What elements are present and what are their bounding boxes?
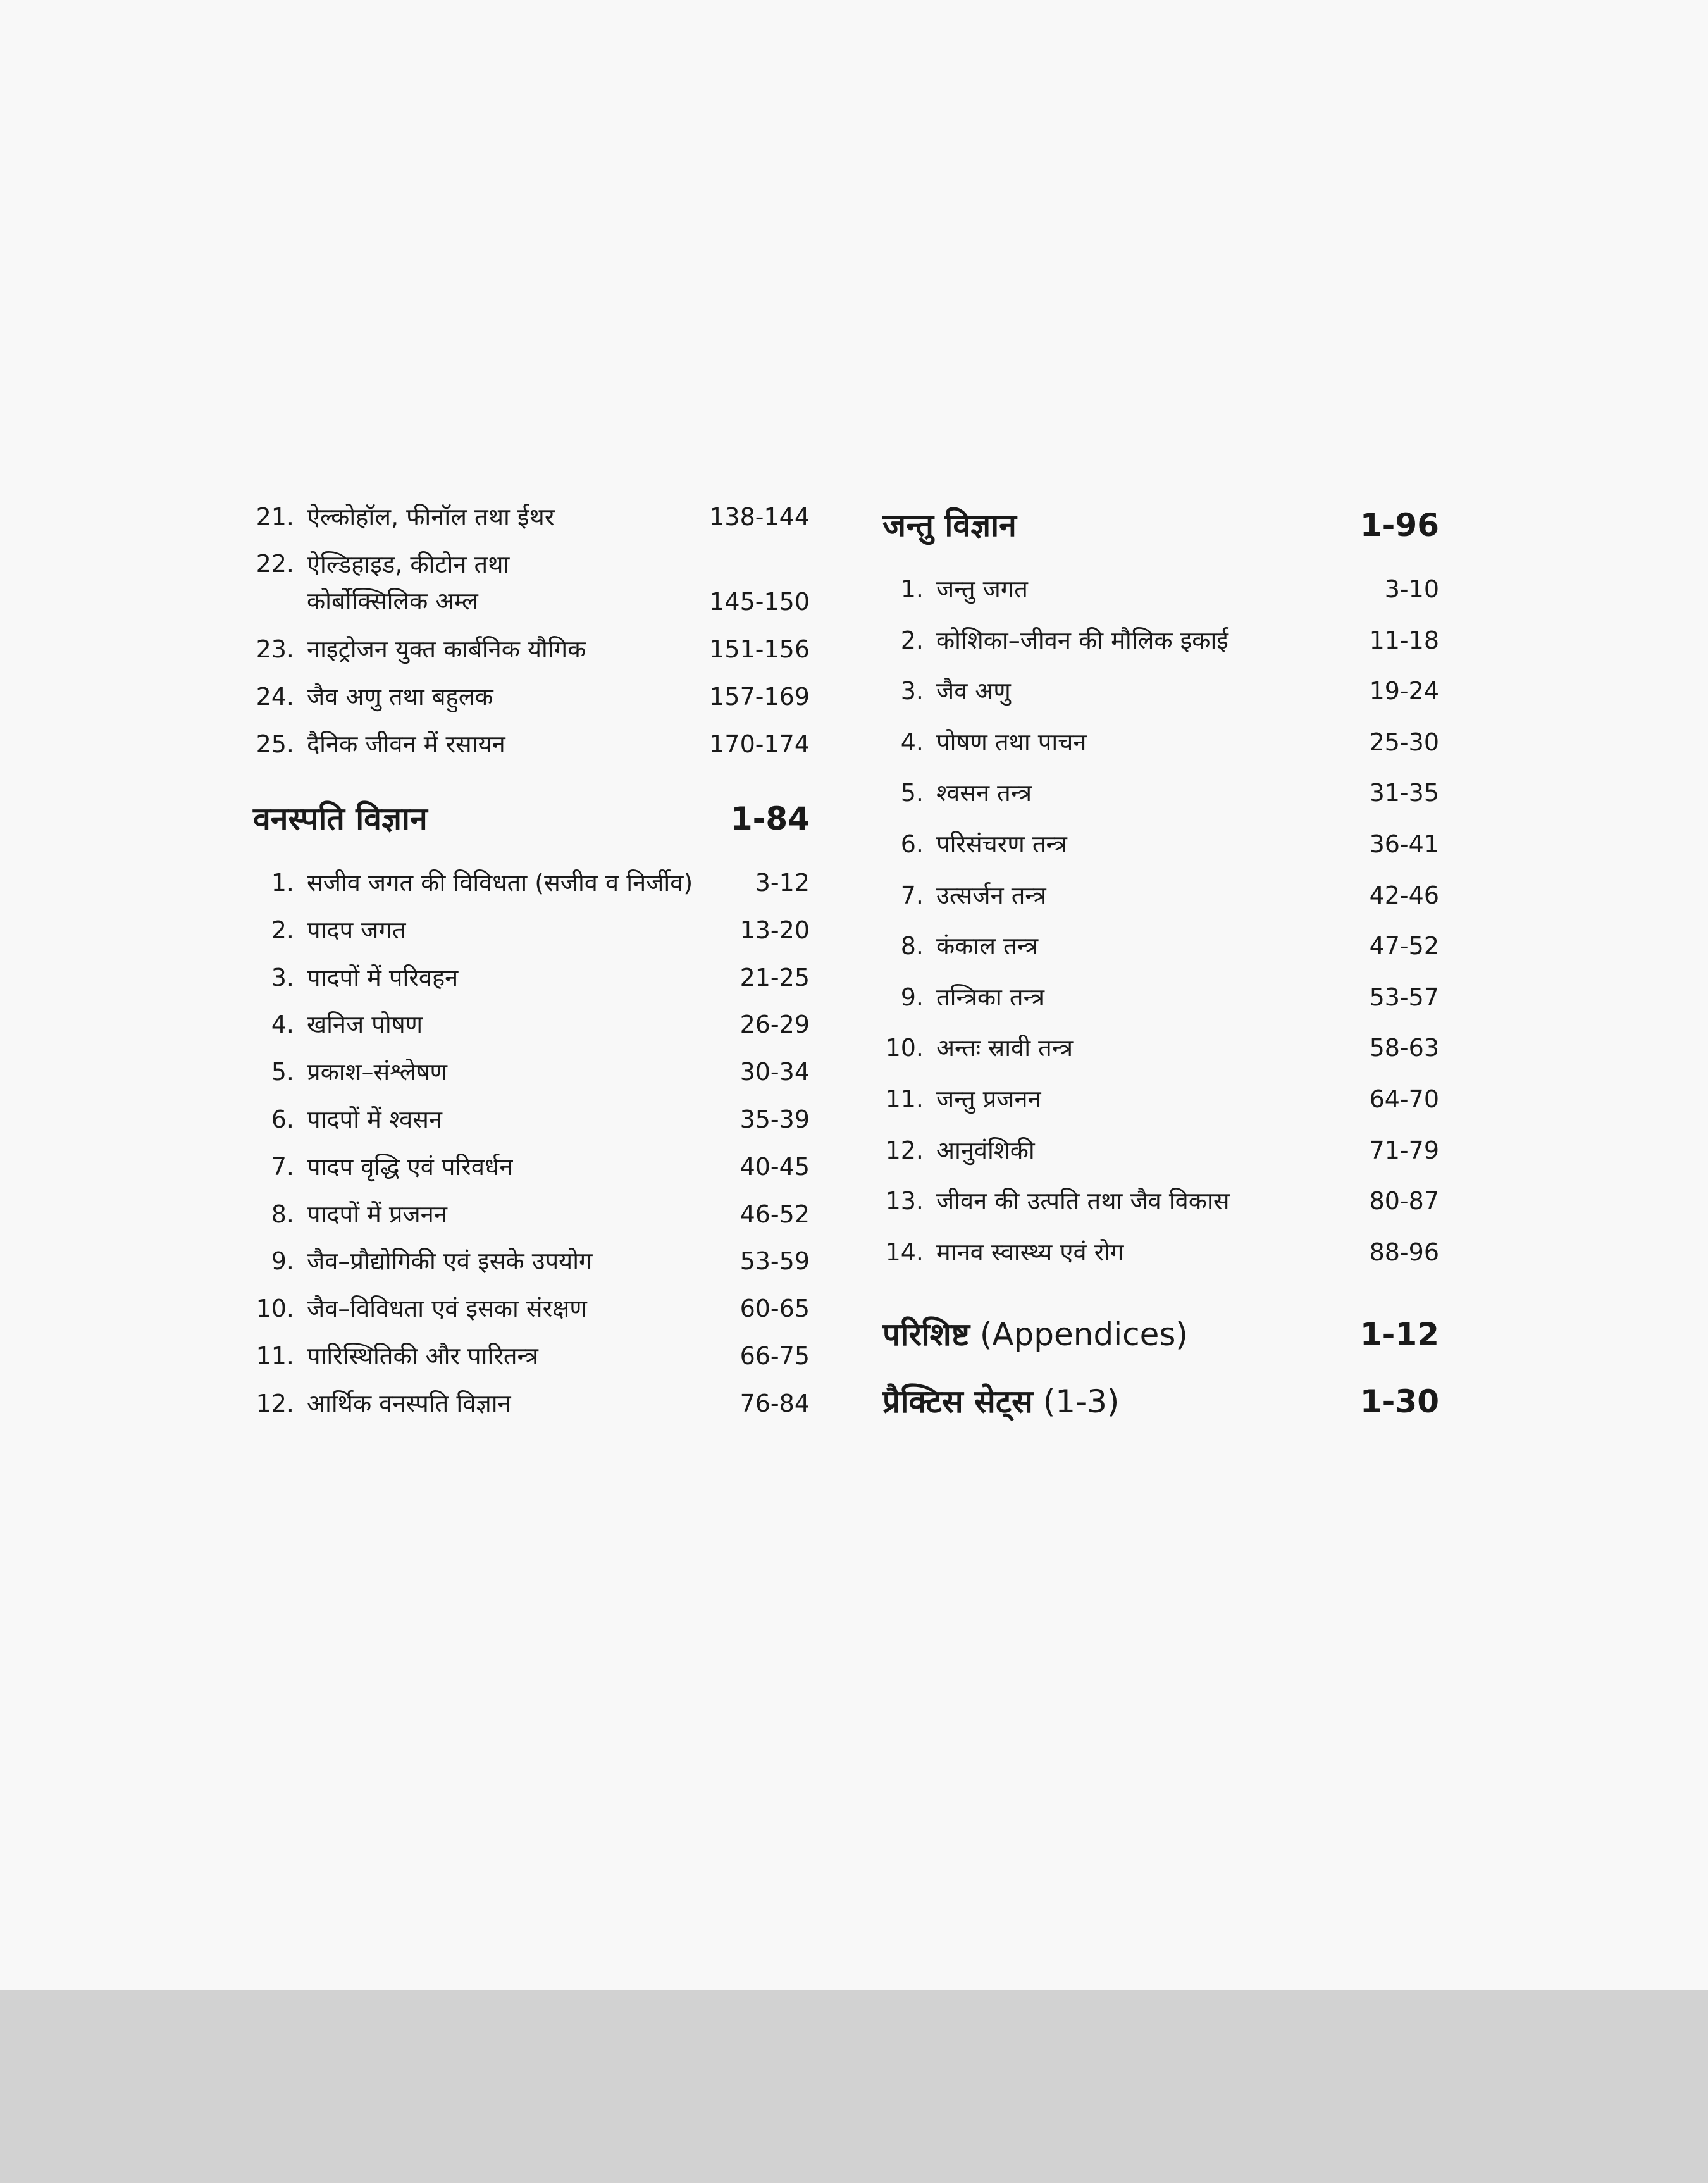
entry-number: 22. <box>256 550 294 578</box>
bottom-gray-band <box>0 1990 1708 2183</box>
entry-pages: 66-75 <box>740 1342 810 1370</box>
entry-title: आर्थिक वनस्पति विज्ञान <box>307 1389 511 1417</box>
entry-number: 12. <box>885 1136 924 1164</box>
entry-title: कंकाल तन्त्र <box>936 932 1039 961</box>
entry-title: पादपों में श्वसन <box>307 1105 442 1133</box>
entry-title: पादप वृद्धि एवं परिवर्धन <box>307 1152 513 1181</box>
entry-title: कोशिका–जीवन की मौलिक इकाई <box>936 626 1228 654</box>
entry-number: 10. <box>256 1295 294 1323</box>
entry-pages: 53-59 <box>740 1247 810 1276</box>
entry-number: 24. <box>256 683 294 711</box>
entry-number: 3. <box>900 677 924 706</box>
practice-sets-title: प्रैक्टिस सेट्स <box>882 1383 1033 1420</box>
entry-title: ऐल्डिहाइड, कीटोन तथा कोर्बोक्सिलिक अम्ल <box>307 550 510 615</box>
toc-entry[interactable] <box>253 546 810 622</box>
entry-number: 11. <box>885 1085 924 1113</box>
entry-number: 10. <box>885 1034 924 1062</box>
entry-pages: 157-169 <box>709 683 810 711</box>
entry-number: 8. <box>900 932 924 961</box>
entry-number: 5. <box>900 779 924 807</box>
entry-pages: 46-52 <box>740 1200 810 1228</box>
entry-number: 9. <box>900 983 924 1011</box>
entry-number: 11. <box>256 1342 294 1370</box>
entry-number: 4. <box>271 1011 294 1039</box>
entry-number: 7. <box>271 1152 294 1181</box>
entry-number: 2. <box>271 916 294 944</box>
entry-pages: 88-96 <box>1369 1238 1439 1266</box>
appendices-suffix: (Appendices) <box>969 1316 1188 1353</box>
entry-pages: 3-10 <box>1384 575 1439 603</box>
entry-pages: 25-30 <box>1369 728 1439 756</box>
section-pages: 1-84 <box>730 800 810 837</box>
entry-title: जन्तु जगत <box>936 575 1028 603</box>
entry-pages: 35-39 <box>740 1105 810 1133</box>
entry-pages: 60-65 <box>740 1295 810 1323</box>
entry-number: 4. <box>900 728 924 756</box>
entry-pages: 53-57 <box>1369 983 1439 1011</box>
section-title <box>882 1379 1119 1424</box>
entry-title: सजीव जगत की विविधता (सजीव व निर्जीव) <box>307 869 693 897</box>
entry-number: 25. <box>256 730 294 758</box>
entry-pages: 36-41 <box>1369 830 1439 858</box>
entry-pages: 170-174 <box>709 730 810 758</box>
entry-pages: 3-12 <box>755 869 810 897</box>
entry-title: मानव स्वास्थ्य एवं रोग <box>936 1238 1124 1266</box>
entry-pages: 64-70 <box>1369 1085 1439 1113</box>
entry-title: जैव–प्रौद्योगिकी एवं इसके उपयोग <box>307 1247 593 1276</box>
entry-pages: 151-156 <box>709 635 810 663</box>
entry-number: 6. <box>900 830 924 858</box>
entry-pages: 30-34 <box>740 1058 810 1086</box>
entry-number: 21. <box>256 503 294 531</box>
entry-title: पोषण तथा पाचन <box>936 728 1087 756</box>
entry-pages: 145-150 <box>709 588 810 616</box>
entry-number: 1. <box>900 575 924 603</box>
entry-title: तन्त्रिका तन्त्र <box>936 983 1044 1011</box>
entry-pages: 47-52 <box>1369 932 1439 961</box>
entry-title: श्वसन तन्त्र <box>936 779 1032 807</box>
entry-title: प्रकाश–संश्लेषण <box>307 1058 448 1086</box>
entry-pages: 21-25 <box>740 963 810 992</box>
entry-title: पादप जगत <box>307 916 406 944</box>
entry-number: 2. <box>900 626 924 654</box>
entry-pages: 80-87 <box>1369 1187 1439 1216</box>
entry-pages: 11-18 <box>1369 626 1439 654</box>
entry-pages: 19-24 <box>1369 677 1439 706</box>
entry-title: जीवन की उत्पति तथा जैव विकास <box>936 1187 1230 1216</box>
section-pages: 1-12 <box>1359 1316 1439 1353</box>
section-title <box>882 1312 1188 1357</box>
entry-title: परिसंचरण तन्त्र <box>936 830 1067 858</box>
entry-number: 5. <box>271 1058 294 1086</box>
entry-title: आनुवंशिकी <box>936 1136 1035 1164</box>
entry-number: 7. <box>900 881 924 909</box>
section-title: वनस्पति विज्ञान <box>253 800 428 837</box>
entry-pages: 76-84 <box>740 1389 810 1417</box>
entry-number: 14. <box>885 1238 924 1266</box>
entry-title: पादपों में प्रजनन <box>307 1200 447 1228</box>
entry-number: 3. <box>271 963 294 992</box>
entry-number: 1. <box>271 869 294 897</box>
entry-title: खनिज पोषण <box>307 1011 423 1039</box>
entry-pages: 138-144 <box>709 503 810 531</box>
entry-title: ऐल्कोहॉल, फीनॉल तथा ईथर <box>307 503 555 531</box>
entry-pages: 58-63 <box>1369 1034 1439 1062</box>
appendices-title: परिशिष्ट <box>882 1316 970 1353</box>
entry-pages: 40-45 <box>740 1152 810 1181</box>
section-title: जन्तु विज्ञान <box>882 507 1017 544</box>
entry-number: 9. <box>271 1247 294 1276</box>
entry-title: अन्तः स्रावी तन्त्र <box>936 1034 1074 1062</box>
entry-title: पारिस्थितिकी और पारितन्त्र <box>307 1342 538 1370</box>
entry-title: जन्तु प्रजनन <box>936 1085 1041 1113</box>
entry-number: 12. <box>256 1389 294 1417</box>
entry-pages: 26-29 <box>740 1011 810 1039</box>
entry-number: 23. <box>256 635 294 663</box>
entry-number: 13. <box>885 1187 924 1216</box>
entry-pages: 31-35 <box>1369 779 1439 807</box>
entry-title: उत्सर्जन तन्त्र <box>936 881 1046 909</box>
entry-number: 6. <box>271 1105 294 1133</box>
section-pages: 1-96 <box>1359 507 1439 544</box>
entry-number: 8. <box>271 1200 294 1228</box>
section-pages: 1-30 <box>1359 1383 1439 1420</box>
entry-title: दैनिक जीवन में रसायन <box>307 730 505 758</box>
entry-pages: 13-20 <box>740 916 810 944</box>
entry-title: पादपों में परिवहन <box>307 963 459 992</box>
entry-title: जैव अणु तथा बहुलक <box>307 683 493 711</box>
entry-title: नाइट्रोजन युक्त कार्बनिक यौगिक <box>307 635 586 663</box>
entry-pages: 42-46 <box>1369 881 1439 909</box>
entry-title: जैव अणु <box>936 677 1011 706</box>
entry-pages: 71-79 <box>1369 1136 1439 1164</box>
practice-sets-suffix: (1-3) <box>1032 1383 1120 1420</box>
entry-title: जैव–विविधता एवं इसका संरक्षण <box>307 1295 587 1323</box>
